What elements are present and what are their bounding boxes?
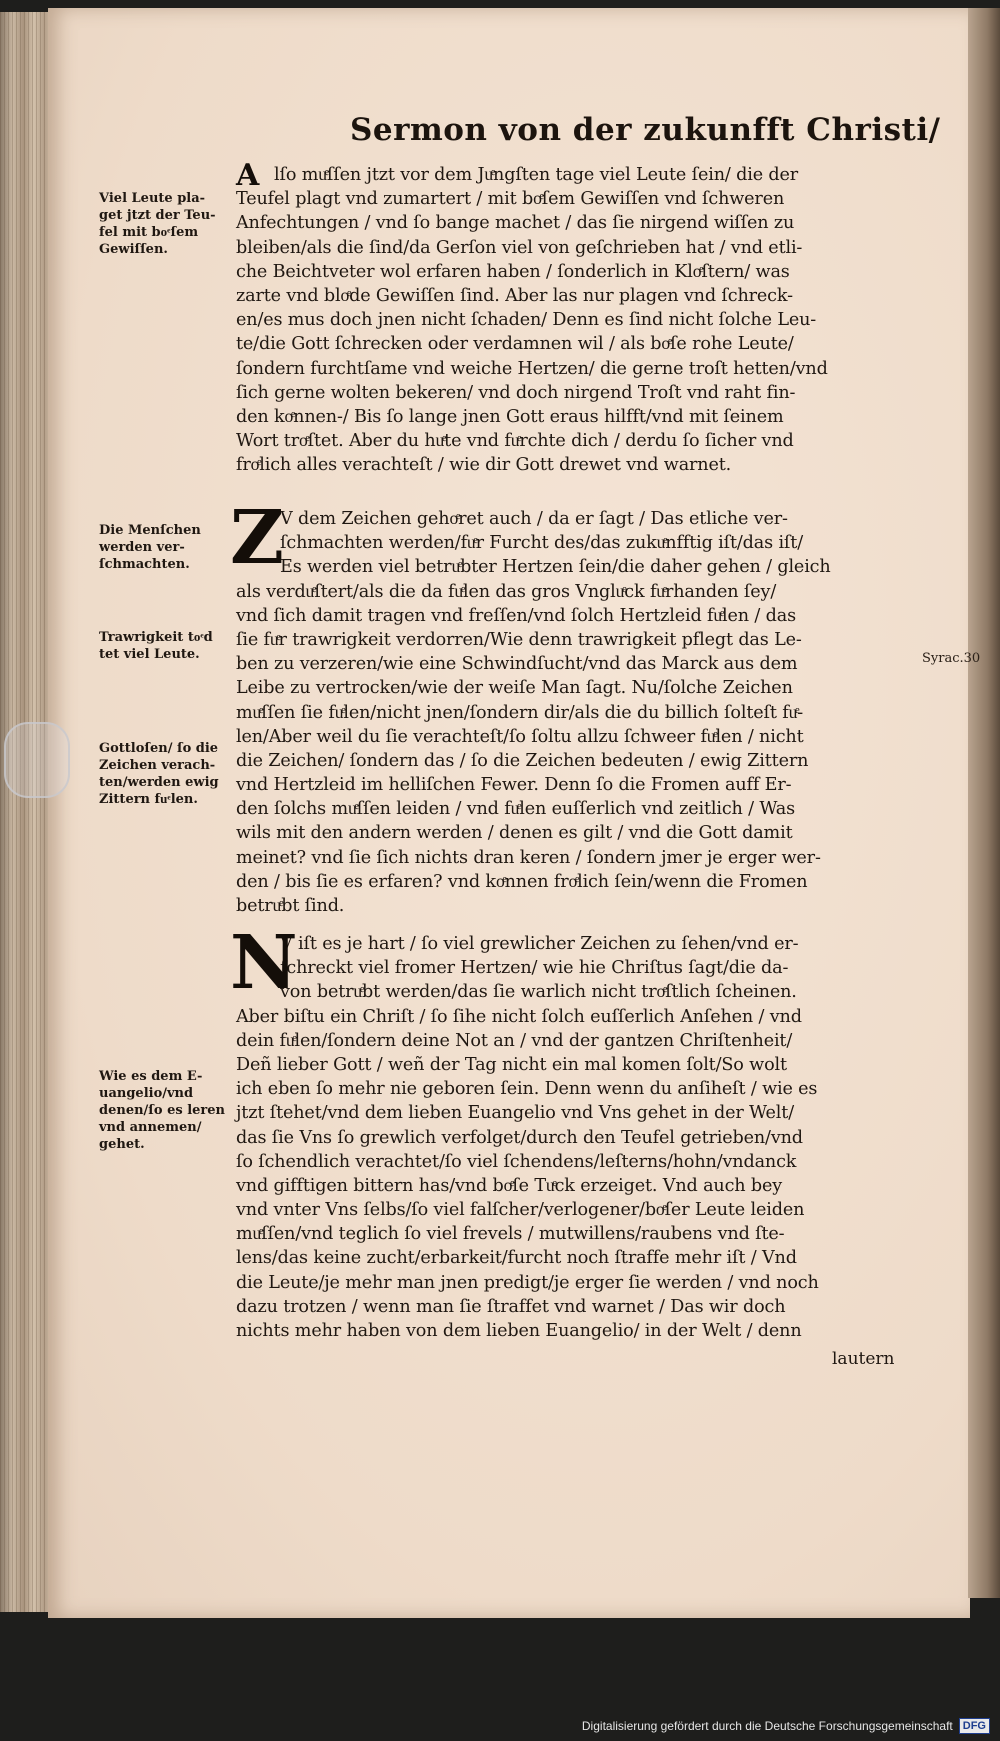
text-line: den / bis ſie es erfaren? vnd koͤnnen froͤlich ſein/wenn die Fromen <box>236 871 808 892</box>
text-line: ſie fuͤr trawrigkeit verdorren/Wie denn trawrigkeit pflegt das Le- <box>236 629 802 650</box>
text-line: betruͤbt ſind. <box>236 896 345 916</box>
text-line: ſondern furchtſame vnd weiche Hertzen/ die gerne troſt hetten/vnd <box>236 358 828 379</box>
margin-note-line: Viel Leute pla- <box>99 191 206 206</box>
text-line: vnd vnter Vns ſelbs/ſo viel falſcher/verlogener/boͤſer Leute leiden <box>236 1200 805 1221</box>
text-line: muͤſſen/vnd teglich ſo viel frevels / mutwillens/raubens vnd ſte- <box>236 1224 785 1245</box>
text-line: den koͤnnen-/ Bis ſo lange jnen Gott eraus hilfft/vnd mit ſeinem <box>236 406 784 427</box>
text-line: che Beichtveter wol erfaren haben / ſonderlich in Kloͤſtern/ was <box>236 261 790 282</box>
margin-note <box>99 1068 237 1153</box>
text-line: wils mit den andern werden / denen es gilt / vnd die Gott damit <box>236 823 793 844</box>
margin-note-line: ſchmachten. <box>99 557 190 572</box>
text-line: von betruͤbt werden/das ſie warlich nicht troͤſtlich ſcheinen. <box>280 982 797 1003</box>
margin-note-line: werden ver- <box>99 540 185 555</box>
margin-note <box>99 740 237 808</box>
text-line: Teufel plagt vnd zumartert / mit boͤſem Gewiſſen vnd ſchweren <box>236 189 785 210</box>
text-line: ſich gerne wolten bekeren/ vnd doch nirgend Troſt vnd raht fin- <box>236 382 796 403</box>
margin-note-line: Wie es dem E- <box>99 1069 203 1084</box>
text-line: als verduͤſtert/als die da fuͤlen das gros Vngluͤck fuͤrhanden ſey/ <box>236 581 777 602</box>
text-line: froͤlich alles verachteſt / wie dir Gott drewet vnd warnet. <box>236 455 732 476</box>
margin-note-line: ten/werden ewig <box>99 775 219 790</box>
text-line: dein fuͤlen/ſondern deine Not an / vnd der gantzen Chriſtenheit/ <box>236 1030 793 1051</box>
text-line: Wort troͤſtet. Aber du huͤte vnd fuͤrchte dich / derdu ſo ſicher vnd <box>236 431 794 452</box>
running-head: Sermon von der zukunfft Christi/ <box>350 112 941 148</box>
text-line: vnd gifftigen bittern has/vnd boͤſe Tuͤck erzeiget. Vnd auch bey <box>236 1175 783 1196</box>
text-line: die Zeichen/ ſondern das / ſo die Zeichen bedeuten / ewig Zittern <box>236 750 809 771</box>
text-line: V iſt es je hart / ſo viel grewlicher Zeichen zu ſehen/vnd er- <box>280 934 799 954</box>
text-line: Leibe zu vertrocken/wie der weiſe Man ſagt. Nu/ſolche Zeichen <box>236 678 793 699</box>
margin-note-line: get jtzt der Teu- <box>99 208 216 223</box>
text-line: ſo ſchendlich verachtet/ſo viel ſchendens/leſterns/hohn/vndanck <box>236 1151 797 1172</box>
text-line: meinet? vnd ſie ſich nichts dran keren / ſondern jmer je erger wer- <box>236 847 821 868</box>
margin-note-line: fel mit boͤſem <box>99 225 199 240</box>
text-line: Deñ lieber Gott / weñ der Tag nicht ein mal komen ſolt/So wolt <box>236 1054 787 1075</box>
margin-note-line: Zeichen verach- <box>99 758 216 773</box>
text-line: bleiben/als die ſind/da Gerſon viel von geſchrieben hat / vnd etli- <box>236 237 803 258</box>
margin-note-line: vnd annemen/ <box>99 1120 202 1135</box>
footer-credit: Digitalisierung gefördert durch die Deutsche Forschungsgemeinschaft <box>581 1719 953 1733</box>
dfg-logo-icon: DFG <box>959 1718 990 1734</box>
margin-note-line: Zittern fuͤlen. <box>99 792 198 807</box>
margin-note-line: gehet. <box>99 1137 145 1152</box>
text-line: lens/das keine zucht/erbarkeit/furcht noch ſtraffe mehr iſt / Vnd <box>236 1248 797 1269</box>
margin-note-line: Trawrigkeit toͤd <box>99 630 213 645</box>
margin-note <box>99 190 237 258</box>
page-edge-lines <box>0 12 52 1612</box>
initial-letter: A <box>236 158 260 193</box>
outer-margin-note: Syrac.30 <box>922 651 981 666</box>
text-line: den ſolchs muͤſſen leiden / vnd fuͤlen euſſerlich vnd zeitlich / Was <box>236 799 796 820</box>
text-line: ſchreckt viel fromer Hertzen/ wie hie Chriſtus ſagt/die da- <box>280 958 789 979</box>
page-clip <box>4 722 70 798</box>
text-line: muͤſſen ſie fuͤlen/nicht jnen/ſondern dir/als die du billich ſolteſt fuͤ- <box>236 702 804 723</box>
text-line: die Leute/je mehr man jnen predigt/je erger ſie werden / vnd noch <box>236 1272 819 1293</box>
text-line: vnd ſich damit tragen vnd freſſen/vnd ſolch Hertzleid fuͤlen / das <box>236 605 796 626</box>
text-line: jtzt ſtehet/vnd dem lieben Euangelio vnd Vns gehet in der Welt/ <box>236 1103 794 1124</box>
text-line: nichts mehr haben von dem lieben Euangelio/ in der Welt / denn <box>236 1321 802 1341</box>
margin-note <box>99 522 237 573</box>
initial-letter: N <box>230 920 298 1006</box>
text-line: ich eben ſo mehr nie geboren ſein. Denn wenn du anſiheſt / wie es <box>236 1079 818 1100</box>
footer <box>582 1715 990 1737</box>
text-line: te/die Gott ſchrecken oder verdamnen wil / als boͤſe rohe Leute/ <box>236 334 794 355</box>
margin-note-line: denen/ſo es leren <box>99 1103 225 1118</box>
margin-note-line: uangelio/vnd <box>99 1086 194 1101</box>
text-line: V dem Zeichen gehoͤret auch / da er ſagt / Das etliche ver- <box>280 509 788 529</box>
initial-letter: Z <box>230 495 285 581</box>
margin-note-line: Die Menſchen <box>99 523 201 538</box>
paragraph-2 <box>230 495 926 918</box>
text-line: das ſie Vns ſo grewlich verfolget/durch den Teufel getrieben/vnd <box>236 1127 803 1148</box>
book-spine-shadow <box>968 8 1000 1598</box>
text-line: Anfechtungen / vnd ſo bange machet / das ſie nirgend wiſſen zu <box>236 213 795 234</box>
margin-note-line: Gewiſſen. <box>99 242 168 257</box>
text-line: zarte vnd bloͤde Gewiſſen ſind. Aber las nur plagen vnd ſchreck- <box>236 285 793 306</box>
text-line: ſchmachten werden/fuͤr Furcht des/das zukuͤnfftig iſt/das iſt/ <box>280 533 803 554</box>
paragraph-3 <box>230 920 926 1343</box>
text-line: len/Aber weil du ſie verachteſt/ſo ſoltu allzu ſchweer fuͤlen / nicht <box>236 726 804 747</box>
catchword: lautern <box>832 1349 895 1369</box>
text-line: Es werden viel betruͤbter Hertzen ſein/die daher gehen / gleich <box>280 557 831 578</box>
text-line: vnd Hertzleid im helliſchen Fewer. Denn ſo die Fromen auff Er- <box>236 775 792 796</box>
paragraph-1 <box>236 158 926 477</box>
text-line: en/es mus doch jnen nicht ſchaden/ Denn es ſind nicht ſolche Leu- <box>236 310 817 331</box>
margin-note <box>99 629 237 663</box>
text-line: dazu trotzen / wenn man ſie ſtraffet vnd warnet / Das wir doch <box>236 1296 786 1317</box>
text-line: Aber biſtu ein Chriſt / ſo ſihe nicht ſolch euſſerlich Anſehen / vnd <box>236 1006 802 1027</box>
margin-note-line: tet viel Leute. <box>99 647 200 662</box>
margin-note-line: Gottloſen/ ſo die <box>99 741 219 756</box>
text-line: lſo muͤſſen jtzt vor dem Juͤngſten tage viel Leute ſein/ die der <box>274 165 799 185</box>
text-line: ben zu verzeren/wie eine Schwindſucht/vnd das Marck aus dem <box>236 654 798 675</box>
